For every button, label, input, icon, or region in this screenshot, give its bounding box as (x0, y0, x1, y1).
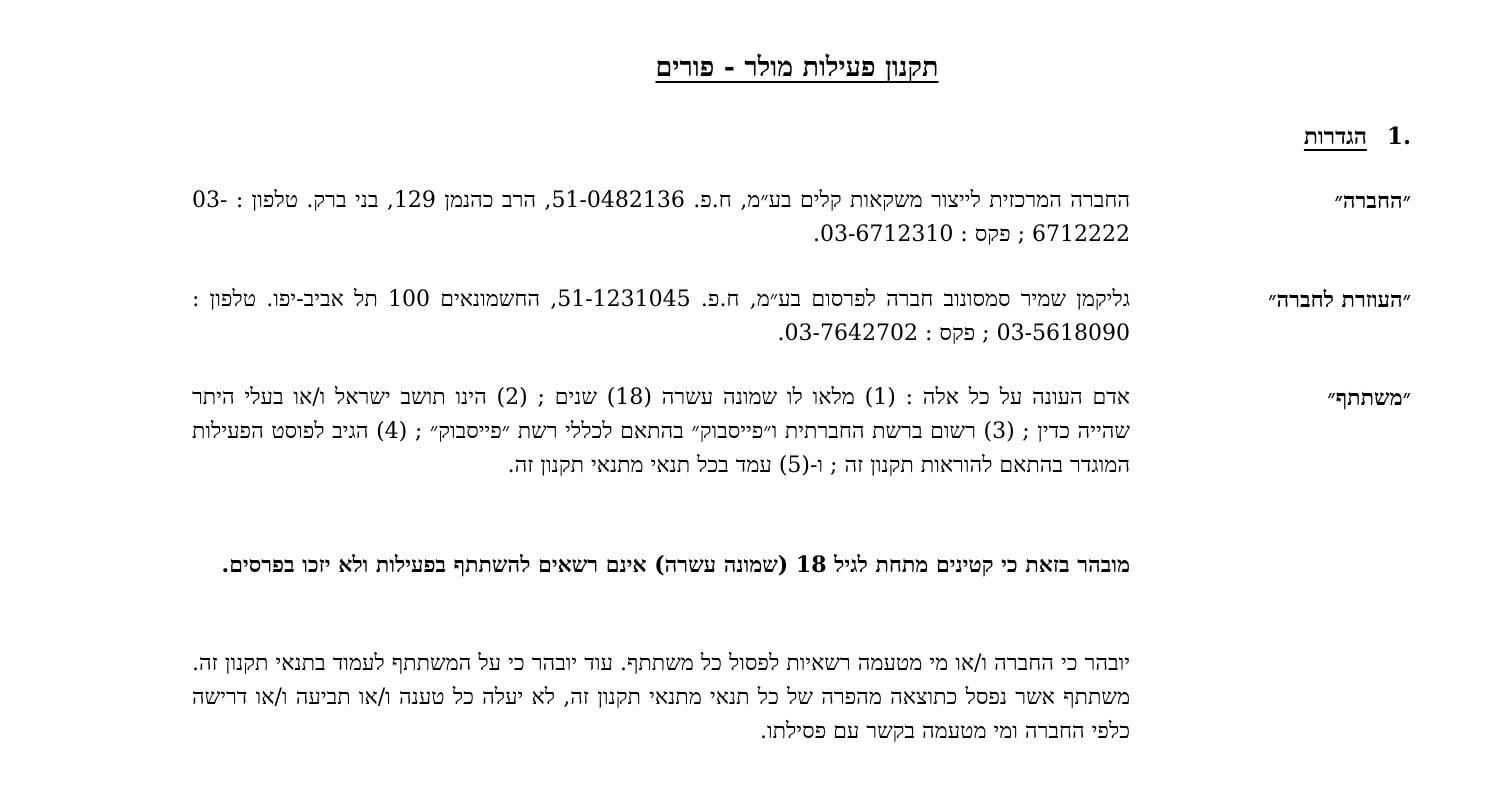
definition-term-assistant: ״העוזרת לחברה״ (1268, 287, 1411, 313)
definition-text-assistant: גליקמן שמיר סמסונוב חברה לפרסום בע״מ, ח.פ. 51-1231045, החשמונאים 100 תל אביב-יפו. טלפון : 03-5618090 ; פקס : 03-7642702. (192, 287, 1130, 346)
section-label: הגדרות (1303, 123, 1367, 150)
disqualification-paragraph: יובהר כי החברה ו/או מי מטעמה רשאיות לפסול כל משתתף. עוד יובהר כי על המשתתף לעמוד בתנאי תקנון זה. משתתף אשר נפסל כתוצאה מהפרה של כל תנאי מתנאי תקנון זה, לא יעלה כל טענה ו/או תביעה ו/או דרישה כלפי החברה ומי מטעמה בקשר עם פסילתו. (192, 651, 1130, 744)
definition-term-participant: ״משתתף״ (1327, 385, 1411, 411)
section-heading (1304, 120, 1411, 154)
minors-notice: מובהר בזאת כי קטינים מתחת לגיל 18 (שמונה עשרה) אינם רשאים להשתתף בפעילות ולא יזכו בפרסים. (221, 552, 1130, 578)
document-title: תקנון פעילות מולר - פורים (655, 52, 939, 83)
definition-text-company: החברה המרכזית לייצור משקאות קלים בע״מ, ח.פ. 51-0482136, הרב כהנמן 129, בני ברק. טלפון : 03-6712222 ; פקס : 03-6712310. (192, 188, 1130, 247)
definition-text-participant: אדם העונה על כל אלה : (1) מלאו לו שמונה עשרה (18) שנים ; (2) הינו תושב ישראל ו/או בעלי היתר שהייה כדין ; (3) רשום ברשת החברתית ו״פייסבוק״ בהתאם לכללי רשת ״פייסבוק״ ; (4) הגיב לפוסט הפעילות המוגדר בהתאם להוראות תקנון זה ; ו-(5) עמד בכל תנאי מתנאי תקנון זה. (192, 385, 1130, 478)
definition-term-company: ״החברה״ (1334, 188, 1411, 214)
section-number: .1 (1386, 123, 1411, 150)
